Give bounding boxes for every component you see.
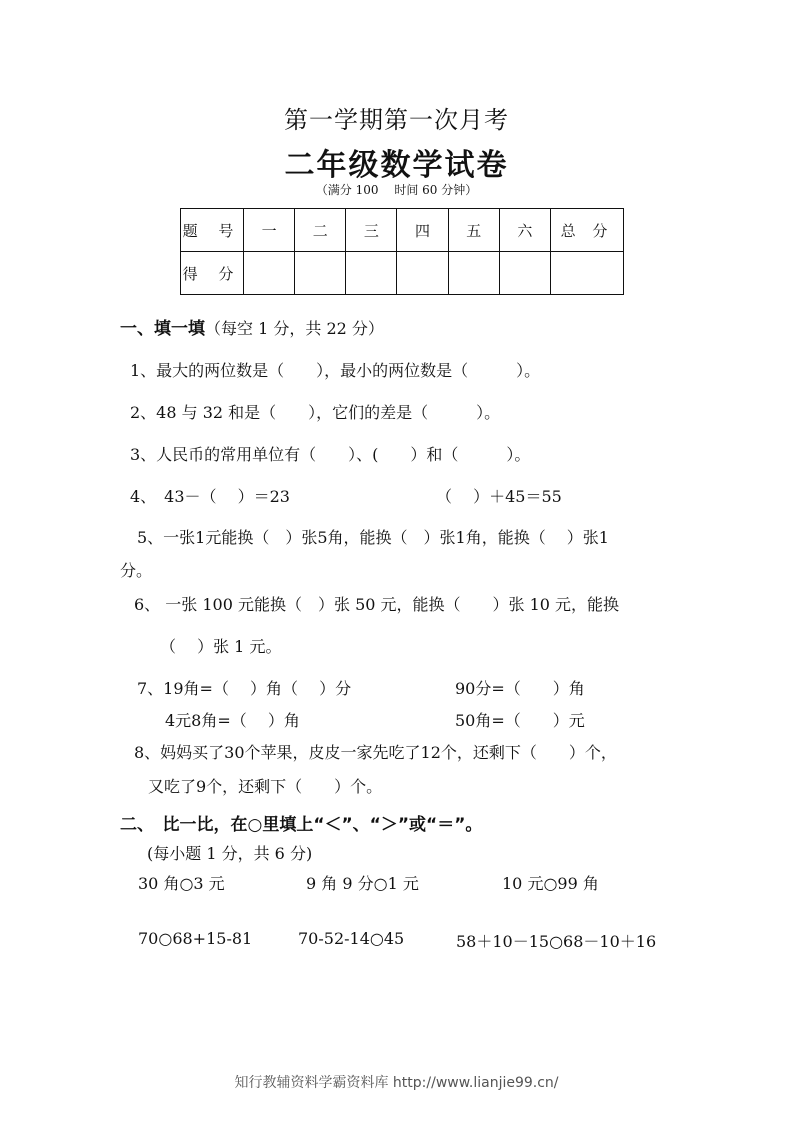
score-header-cell: 一 xyxy=(244,209,295,252)
question-7-part-b: 90分=（ ）角 xyxy=(455,679,585,698)
exam-subtitle: （满分 100 时间 60 分钟） xyxy=(315,183,478,197)
compare-item: 10 元○99 角 xyxy=(502,874,599,893)
score-header-cell: 六 xyxy=(499,209,550,252)
section-1-heading xyxy=(120,314,384,339)
question-7-part-c: 4元8角=（ ）角 xyxy=(165,711,300,730)
score-header-cell: 三 xyxy=(346,209,397,252)
score-header-cell: 四 xyxy=(397,209,448,252)
exam-title: 第一学期第一次月考 xyxy=(284,106,509,134)
score-cell xyxy=(244,252,295,295)
question-5-line-1: 5、一张1元能换（ ）张5角，能换（ ）张1角，能换（ ）张1 xyxy=(137,528,609,547)
compare-item: 30 角○3 元 xyxy=(138,874,225,893)
compare-item: 58＋10－15○68－10＋16 xyxy=(456,932,657,951)
question-7-part-a: 7、19角=（ ）角（ ）分 xyxy=(137,679,352,698)
score-header-cell: 二 xyxy=(295,209,346,252)
score-table xyxy=(180,208,624,295)
subject-title: 二年级数学试卷 xyxy=(284,148,509,183)
question-6-line-1: 6、 一张 100 元能换（ ）张 50 元，能换（ ）张 10 元，能换 xyxy=(134,595,620,614)
score-cell xyxy=(448,252,499,295)
question-8-line-1: 8、妈妈买了30个苹果，皮皮一家先吃了12个，还剩下（ ）个， xyxy=(134,743,617,762)
compare-item: 9 角 9 分○1 元 xyxy=(306,874,419,893)
score-table-score-row xyxy=(181,252,624,295)
compare-item: 70○68+15-81 xyxy=(138,929,253,948)
question-4-part-a: 4、 43－（ ）＝23 xyxy=(130,487,290,506)
question-8-line-2: 又吃了9个，还剩下（ ）个。 xyxy=(148,777,383,796)
question-1: 1、最大的两位数是（ ），最小的两位数是（ ）。 xyxy=(130,361,541,380)
score-cell xyxy=(499,252,550,295)
score-header-cell: 总 分 xyxy=(551,209,624,252)
section-1-note: （每空 1 分，共 22 分） xyxy=(205,319,384,338)
score-row-label: 得 分 xyxy=(181,252,244,295)
footer-watermark: 知行教辅资料学霸资料库 http://www.lianjie99.cn/ xyxy=(234,1075,559,1091)
score-cell xyxy=(295,252,346,295)
score-header-cell: 五 xyxy=(448,209,499,252)
question-7-part-d: 50角=（ ）元 xyxy=(455,711,585,730)
score-table-header-row xyxy=(181,209,624,252)
section-2-note: (每小题 1 分，共 6 分) xyxy=(147,844,313,863)
section-1-title: 一、填一填 xyxy=(120,319,205,339)
question-3: 3、人民币的常用单位有（ ）、( ）和（ ）。 xyxy=(130,445,531,464)
score-cell xyxy=(346,252,397,295)
question-2: 2、48 与 32 和是（ ），它们的差是（ ）。 xyxy=(130,403,501,422)
question-6-line-2: （ ）张 1 元。 xyxy=(160,637,282,656)
score-cell xyxy=(397,252,448,295)
section-2-heading: 二、 比一比，在○里填上“＜”、“＞”或“＝”。 xyxy=(120,815,483,835)
question-4-part-b: （ ）＋45＝55 xyxy=(436,487,562,506)
score-cell xyxy=(551,252,624,295)
score-header-cell: 题 号 xyxy=(181,209,244,252)
compare-item: 70-52-14○45 xyxy=(298,929,405,948)
question-5-line-2: 分。 xyxy=(120,561,153,580)
